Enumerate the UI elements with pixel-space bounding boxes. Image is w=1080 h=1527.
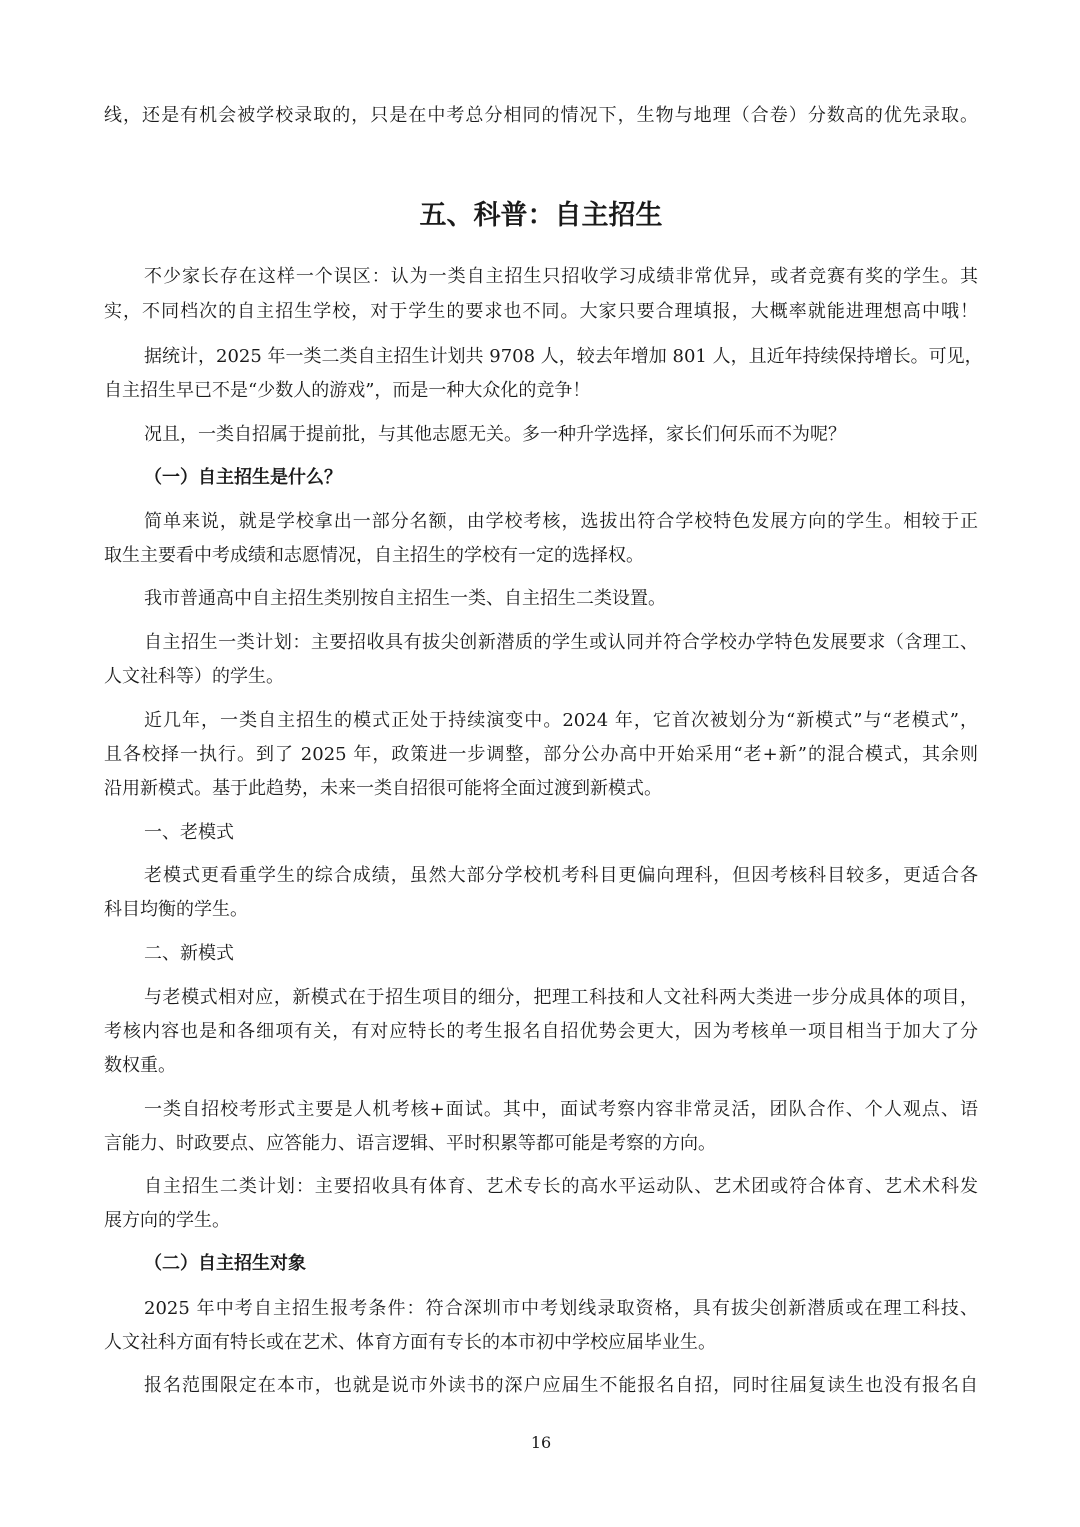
paragraph-line: 线，还是有机会被学校录取的，只是在中考总分相同的情况下，生物与地理（合卷）分数高的优先录取。 <box>104 105 978 126</box>
paragraph-line: 数权重。 <box>104 1055 176 1076</box>
paragraph-line: 取生主要看中考成绩和志愿情况，自主招生的学校有一定的选择权。 <box>104 545 644 566</box>
paragraph-line: 人文社科等）的学生。 <box>104 666 284 687</box>
paragraph-line: 人文社科方面有特长或在艺术、体育方面有专长的本市初中学校应届毕业生。 <box>104 1332 716 1353</box>
paragraph-line: 我市普通高中自主招生类别按自主招生一类、自主招生二类设置。 <box>144 588 666 609</box>
subheading-target: （二）自主招生对象 <box>144 1253 306 1274</box>
paragraph-line: 科目均衡的学生。 <box>104 899 248 920</box>
paragraph-line: 沿用新模式。基于此趋势，未来一类自招很可能将全面过渡到新模式。 <box>104 778 662 799</box>
paragraph-line: 言能力、时政要点、应答能力、语言逻辑、平时积累等都可能是考察的方向。 <box>104 1133 716 1154</box>
paragraph-line: 一类自招校考形式主要是人机考核+面试。其中，面试考察内容非常灵活，团队合作、个人观点、语 <box>144 1099 978 1120</box>
paragraph-line: 老模式更看重学生的综合成绩，虽然大部分学校机考科目更偏向理科，但因考核科目较多，更适合各 <box>144 865 978 886</box>
paragraph-line: 与老模式相对应，新模式在于招生项目的细分，把理工科技和人文社科两大类进一步分成具体的项目， <box>144 987 978 1008</box>
document-page <box>104 0 983 1527</box>
paragraph-line: 实，不同档次的自主招生学校，对于学生的要求也不同。大家只要合理填报，大概率就能进理想高中哦！ <box>104 301 978 322</box>
paragraph-line: 展方向的学生。 <box>104 1210 230 1231</box>
paragraph-line: 2025 年中考自主招生报考条件：符合深圳市中考划线录取资格，具有拔尖创新潜质或在理工科技、 <box>144 1298 978 1319</box>
paragraph-line: 且各校择一执行。到了 2025 年，政策进一步调整，部分公办高中开始采用“老+新”的混合模式，其余则 <box>104 744 978 765</box>
list-heading-new-mode: 二、新模式 <box>144 943 234 964</box>
paragraph-line: 近几年，一类自主招生的模式正处于持续演变中。2024 年，它首次被划分为“新模式”与“老模式”， <box>144 710 978 731</box>
section-title: 五、科普：自主招生 <box>419 200 663 231</box>
paragraph-line: 自主招生早已不是“少数人的游戏”，而是一种大众化的竞争！ <box>104 380 591 401</box>
paragraph-line: 不少家长存在这样一个误区：认为一类自主招生只招收学习成绩非常优异，或者竞赛有奖的学生。其 <box>144 266 978 287</box>
subheading-what-is: （一）自主招生是什么？ <box>144 467 342 488</box>
paragraph-line: 据统计，2025 年一类二类自主招生计划共 9708 人，较去年增加 801 人，且近年持续保持增长。可见， <box>144 346 983 367</box>
paragraph-line: 自主招生二类计划：主要招收具有体育、艺术专长的高水平运动队、艺术团或符合体育、艺术术科发 <box>144 1176 978 1197</box>
paragraph-line: 考核内容也是和各细项有关，有对应特长的考生报名自招优势会更大，因为考核单一项目相当于加大了分 <box>104 1021 978 1042</box>
paragraph-line: 简单来说，就是学校拿出一部分名额，由学校考核，选拔出符合学校特色发展方向的学生。相较于正 <box>144 511 978 532</box>
list-heading-old-mode: 一、老模式 <box>144 822 234 843</box>
paragraph-line: 报名范围限定在本市，也就是说市外读书的深户应届生不能报名自招，同时往届复读生也没有报名自 <box>144 1375 978 1396</box>
paragraph-line: 自主招生一类计划：主要招收具有拔尖创新潜质的学生或认同并符合学校办学特色发展要求（含理工、 <box>144 632 978 653</box>
page-number: 16 <box>530 1433 552 1452</box>
paragraph-line: 况且，一类自招属于提前批，与其他志愿无关。多一种升学选择，家长们何乐而不为呢？ <box>144 424 846 445</box>
